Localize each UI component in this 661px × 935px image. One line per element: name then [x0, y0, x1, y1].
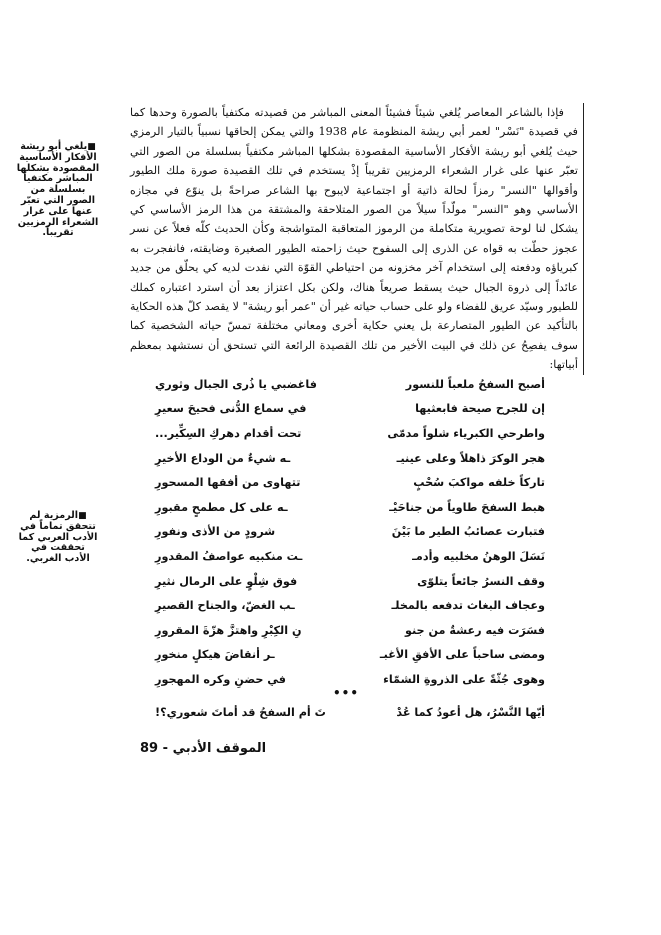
- poem-verse: [155, 593, 545, 618]
- verse-second-hemistich: تحت أقدام دهركِ السِكِّير...: [155, 426, 302, 440]
- bullet-square-icon: ■: [87, 142, 96, 152]
- bullet-square-icon: ■: [78, 511, 87, 521]
- verse-first-hemistich: أيّها النَّسْرُ، هل أعودُ كما عُدْ: [396, 706, 545, 719]
- poem-verse: [155, 495, 545, 520]
- verse-first-hemistich: نَسَلَ الوهنُ مخلبيه وأدمـ: [412, 549, 545, 563]
- poem-verse: [155, 470, 545, 495]
- final-verse: [155, 706, 545, 719]
- poem-verse: [155, 643, 545, 668]
- verse-first-hemistich: فتبارت عصائبُ الطير ما بَيْنَ: [391, 525, 545, 539]
- verse-second-hemistich: تتهاوى من أفقها المسحورِ: [155, 476, 301, 490]
- margin-note-text: يلغي أبو ريشة الأفكار الأساسية المقصودة بشكلها المباشر مكتفياً بسلسلة من الصور التي تعبّر عنها على غرار الشعراء الرمزيين تقريباً.: [16, 141, 100, 239]
- verse-first-hemistich: وهوى جُثّةً على الذروةِ الشمّاء: [383, 672, 545, 686]
- margin-note-abu-risha: [16, 142, 100, 239]
- margin-note-text: الرمزية لم تتحقق تماماً في الأدب العربي كما تحققت في الأدب الغربي.: [18, 510, 98, 565]
- magazine-name: الموقف الأدبي: [172, 741, 267, 756]
- body-paragraph: فإذا بالشاعر المعاصر يُلغي شيئاً فشيئاً المعنى المباشر من قصيدته مكتفياً بالصورة وحدها كما في قصيدة "نَسْر" لعمر أبي ريشة المنظومة عام 1938 والتي يمكن إلحاقها نسبياً بالتيار الرمزي حيث يُلغي أبو ريشة الأفكار الأساسية المقصودة بشكلها المباشر مكتفياً بسلسلة من الصور التي تعبّر عنها على غرار الشعراء الرمزيين تقريباً إذْ يستخدم في تلك القصيدة صورة ملك الطيور وأقوالها "النسر" رمزاً لحالة ذاتية أو اجتماعية لايبوح بها الشاعر صراحةً بل ينوّع في مجازه الأساسي وهو "النسر" مولّداً سيلاً من الصور المتلاحقة والمشتقة من هذا الرمز الأساسي كي يشكل لنا لوحة تصويرية متكاملة من الرموز المتعاقبة المتواشجة وكأن الحديث كلّه فعلاً عن نسر عجوز حطّت به قواه عن الذرى إلى السفوح حيث زاحمته الطيور الصغيرة وضايقته، فانفجرت به كبرياؤه ودفعته إلى استخدام آخر مخزونه من احتياطي القوّة التي نفدت لديه كي يحلّق من جديد عائداً إلى ذروة الجبال حيث يسقط صريعاً هناك، ولكن بكل اعتزاز بعد أن استرد اعتباره كملك للطيور وسيّد عريق للفضاء ولو على حساب حياته غير أن "عمر أبو ريشة" لا يقصد كلّ هذه الحكاية بالتأكيد عن الطيور المتصارعة بل يعني حكاية أخرى ومعاني مختلفة تمسّ حياته الشخصية كما سوف يفصِحُ عن ذلك في البيت الأخير من تلك القصيدة الرائعة التي تستحق أن نستشهد بمعظم أبياتها:: [130, 106, 579, 372]
- poem-verse: [155, 544, 545, 569]
- verse-second-hemistich: ـر أنقاضَ هيكلٍ منخورِ: [155, 648, 275, 662]
- verse-first-hemistich: وعجاف البغاث تدفعه بالمخلـ: [391, 599, 545, 613]
- verse-first-hemistich: أصبح السفحُ ملعباً للنسور: [405, 377, 545, 391]
- verse-second-hemistich: ـب الغضّ، والجناح القصيرِ: [155, 599, 295, 613]
- margin-note-symbolism: [18, 511, 98, 565]
- poem-verse: [155, 397, 545, 422]
- poem-verse: [155, 618, 545, 643]
- footer-dash: -: [162, 741, 169, 756]
- verse-second-hemistich: شرودٍ من الأذى ونفورِ: [155, 525, 276, 539]
- verse-second-hemistich: ـه شيءٌ من الوداع الأخيرِ: [155, 451, 291, 465]
- verse-second-hemistich: ـه على كل مطمحٍ مقبورِ: [155, 500, 288, 514]
- verse-second-hemistich: ـت منكبيه عواصفُ المقدورِ: [155, 549, 303, 563]
- poem-block: [155, 372, 545, 692]
- verse-second-hemistich: فوق شِلْوٍ على الرمال نثيرِ: [155, 574, 298, 588]
- poem-verse: [155, 421, 545, 446]
- verse-first-hemistich: واطرحي الكبرياء شلواً مدمّى: [387, 426, 545, 440]
- poem-verse: [155, 446, 545, 471]
- verse-first-hemistich: تاركاً خلفه مواكبَ سُحْبٍ: [413, 476, 545, 490]
- verse-first-hemistich: إن للجرح صيحة فابعثيها: [415, 402, 545, 416]
- page-footer: [140, 741, 266, 756]
- verse-second-hemistich: في حضنِ وكره المهجورِ: [155, 672, 286, 686]
- poem-verse: [155, 520, 545, 545]
- poem-verse: [155, 372, 545, 397]
- section-separator: •••: [333, 686, 360, 700]
- verse-first-hemistich: وقف النسرُ جائعاً يتلوّى: [417, 574, 545, 588]
- verse-second-hemistich: في سماع الدُّنى فحيحَ سعيرِ: [155, 402, 307, 416]
- body-paragraph-block: [130, 103, 584, 375]
- poem-verse: [155, 569, 545, 594]
- page-number: 89: [140, 741, 159, 756]
- verse-first-hemistich: هجر الوكرَ ذاهلاً وعلى عينيـ: [396, 451, 545, 465]
- verse-second-hemistich: نِ الكِبْرِ واهتزَّ هزّةَ المقرورِ: [155, 623, 302, 637]
- verse-second-hemistich: فاغضبي يا ذُرى الجبال وثوري: [155, 377, 317, 391]
- verse-first-hemistich: ومضى ساحباً على الأفقِ الأغبـ: [379, 648, 545, 662]
- verse-first-hemistich: هبط السفحَ طاوياً من جناحَيْـ: [389, 500, 545, 514]
- verse-first-hemistich: فسَرَت فيه رعشةٌ من جنو: [404, 623, 545, 637]
- verse-second-hemistich: تَ أم السفحُ قد أماتَ شعوري؟!: [155, 706, 326, 719]
